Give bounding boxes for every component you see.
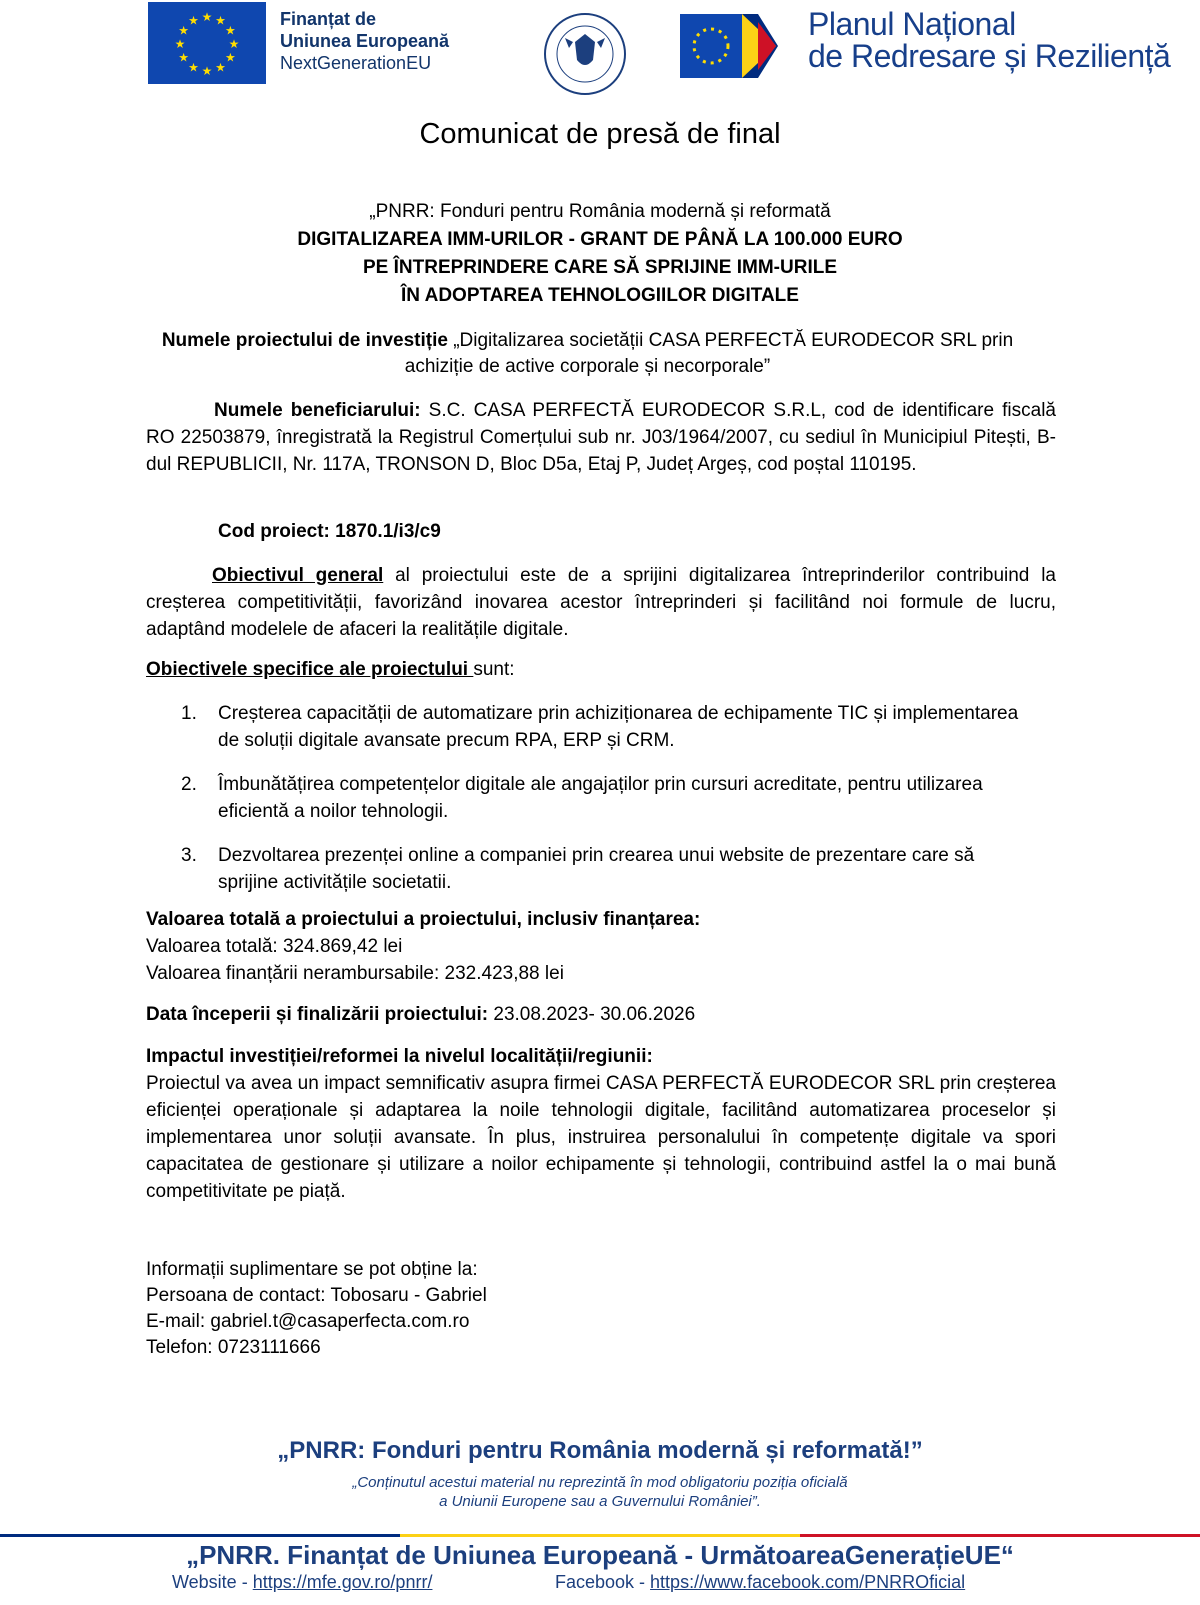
svg-text:★: ★ — [178, 50, 189, 65]
specific-objectives-heading — [146, 656, 1056, 683]
project-name-label: Numele proiectului de investiție — [161, 330, 448, 351]
program-line: „PNRR: Fonduri pentru România modernă și reformată — [369, 201, 831, 222]
list-item-text: Creșterea capacității de automatizare prin achiziționarea de echipamente TIC și implementarea de soluții digitale avansate precum RPA, ERP și CRM. — [218, 703, 1019, 751]
heading-line-3: ÎN ADOPTAREA TEHNOLOGIILOR DIGITALE — [401, 285, 799, 306]
list-item-number: 1. — [181, 703, 197, 724]
svg-text:★: ★ — [228, 37, 240, 51]
program-heading — [140, 198, 1060, 310]
total-value: Valoarea totală: 324.869,42 lei — [146, 936, 403, 957]
grant-value: Valoarea finanțării nerambursabile: 232.423,88 lei — [146, 963, 564, 984]
list-item — [146, 700, 1026, 754]
specific-objectives-label: Obiectivele specifice ale proiectului — [146, 659, 474, 680]
heading-line-2: PE ÎNTREPRINDERE CARE SĂ SPRIJINE IMM-URILE — [363, 257, 837, 278]
list-item — [146, 842, 1026, 896]
svg-text:★: ★ — [188, 13, 199, 28]
general-objective-text: al proiectului este de a sprijini digitalizarea întreprinderilor contribuind la creșterea competitivității, favorizând inovarea acestor întreprinderi și facilitând noi formule de lucru, adaptând modelele de afaceri la realitățile digitale. — [146, 565, 1056, 640]
svg-text:★: ★ — [215, 13, 226, 28]
value-heading: Valoarea totală a proiectului a proiectului, inclusiv finanțarea: — [146, 909, 701, 930]
tricolor-divider — [0, 1524, 1200, 1527]
dates-label: Data începerii și finalizării proiectului: — [146, 1004, 489, 1025]
svg-text:★: ★ — [188, 60, 199, 75]
pnrr-line-1: Planul Național — [808, 6, 1016, 42]
eu-line-1: Finanțat de — [280, 9, 377, 29]
pnrr-flag-logo — [680, 14, 798, 78]
project-value-section — [146, 906, 1056, 987]
pnrr-line-2: de Redresare și Reziliență — [808, 38, 1171, 74]
disclaimer-line-2: a Uniunii Europene sau a Guvernului României”. — [439, 1493, 761, 1510]
footer-slogan: „PNRR: Fonduri pentru România modernă și reformată!” — [277, 1437, 923, 1464]
contact-person: Persoana de contact: Tobosaru - Gabriel — [146, 1285, 487, 1306]
svg-text:★: ★ — [174, 37, 186, 51]
svg-text:★: ★ — [178, 23, 189, 38]
footer-main-line: „PNRR. Finanțat de Uniunea Europeană - UrmătoareaGenerațieUE“ — [186, 1540, 1014, 1570]
svg-text:★: ★ — [225, 23, 236, 38]
svg-text:★: ★ — [215, 60, 226, 75]
eu-line-2: Uniunea Europeană — [280, 31, 450, 51]
contact-email: E-mail: gabriel.t@casaperfecta.com.ro — [146, 1311, 470, 1332]
project-code: Cod proiect: 1870.1/i3/c9 — [218, 521, 441, 542]
tricolor-line-icon — [0, 1534, 1200, 1537]
list-item-text: Dezvoltarea prezenței online a companiei prin crearea unui website de prezentare care să sprijine activitățile societatii. — [218, 845, 975, 893]
footer-disclaimer — [0, 1473, 1200, 1511]
government-seal-logo — [543, 12, 627, 96]
eu-funding-label — [280, 8, 449, 74]
facebook-label: Facebook - — [555, 1572, 651, 1592]
coat-of-arms-icon — [543, 12, 627, 96]
general-objective-label: Obiectivul general — [212, 565, 384, 586]
specific-objectives-list — [146, 700, 1026, 913]
svg-text:★: ★ — [201, 64, 213, 78]
beneficiary-label: Numele beneficiarului: — [214, 400, 421, 421]
eu-stars-icon — [148, 2, 266, 84]
list-item-number: 2. — [181, 774, 197, 795]
list-item-text: Îmbunătățirea competențelor digitale ale angajaților prin cursuri acreditate, pentru utilizarea eficientă a noilor tehnologii. — [218, 774, 983, 822]
project-dates — [146, 1001, 1056, 1028]
website-link[interactable]: https://mfe.gov.ro/pnrr/ — [252, 1572, 433, 1592]
eu-line-3: NextGenerationEU — [280, 53, 432, 73]
impact-heading: Impactul investiției/reformei la nivelul localității/regiunii: — [146, 1046, 653, 1067]
svg-text:★: ★ — [225, 50, 236, 65]
document-title: Comunicat de presă de final — [419, 118, 781, 150]
general-objective-paragraph — [146, 562, 1056, 643]
svg-text:★: ★ — [201, 10, 213, 24]
list-item — [146, 771, 1026, 825]
pnrr-title-logo — [808, 8, 1170, 72]
website-link-group — [172, 1572, 432, 1593]
contact-phone: Telefon: 0723111666 — [146, 1337, 321, 1358]
list-item-number: 3. — [181, 845, 197, 866]
facebook-link[interactable]: https://www.facebook.com/PNRROficial — [650, 1572, 966, 1592]
website-label: Website - — [172, 1572, 253, 1592]
eu-ro-flag-icon — [680, 14, 798, 78]
facebook-link-group — [555, 1572, 965, 1593]
specific-objectives-suffix: sunt: — [473, 659, 515, 680]
impact-text: Proiectul va avea un impact semnificativ asupra firmei CASA PERFECTĂ EURODECOR SRL prin creșterea eficienței operaționale și adaptarea la noile tehnologii digitale, facilitând automatizarea proceselor și implementarea unor soluții avansate. În plus, instruirea personalului în competențe digitale va spori capacitatea de gestionare și utilizare a noilor echipamente și tehnologii, contribuind astfel la o mai bună competitivitate pe piață. — [146, 1073, 1056, 1202]
project-name-value: „Digitalizarea societății CASA PERFECTĂ EURODECOR SRL prin achiziție de active corporale și necorporale” — [404, 330, 1014, 377]
disclaimer-line-1: „Conținutul acestui material nu reprezintă în mod obligatoriu poziția oficială — [352, 1474, 848, 1491]
beneficiary-value: S.C. CASA PERFECTĂ EURODECOR S.R.L, cod de identificare fiscală RO 22503879, înregistrată la Registrul Comerțului sub nr. J03/1964/2007, cu sediul în Municipiul Pitești, B-dul REPUBLICII, Nr. 117A, TRONSON D, Bloc D5a, Etaj P, Județ Argeș, cod poștal 110195. — [146, 400, 1056, 475]
impact-section — [146, 1043, 1056, 1205]
contact-section — [146, 1257, 1056, 1361]
dates-value: 23.08.2023- 30.06.2026 — [493, 1004, 696, 1025]
beneficiary-paragraph — [146, 397, 1056, 478]
heading-line-1: DIGITALIZAREA IMM-URILOR - GRANT DE PÂNĂ LA 100.000 EURO — [297, 229, 903, 250]
eu-flag-logo — [148, 2, 266, 84]
contact-intro: Informații suplimentare se pot obține la: — [146, 1259, 478, 1280]
project-name — [140, 328, 1035, 380]
